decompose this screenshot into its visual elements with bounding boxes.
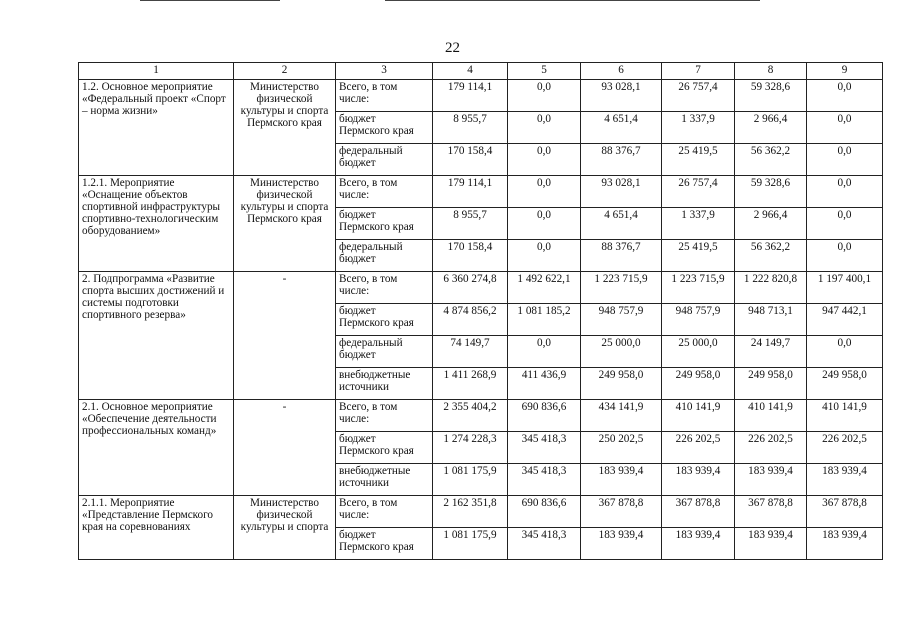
top-rule-right [385, 0, 760, 1]
amount-cell: 0,0 [508, 144, 581, 176]
amount-cell: 0,0 [508, 112, 581, 144]
amount-cell: 367 878,8 [807, 496, 883, 528]
amount-cell: 183 939,4 [662, 464, 735, 496]
amount-cell: 249 958,0 [735, 368, 807, 400]
funding-source-cell: бюджет Пермского края [336, 112, 433, 144]
amount-cell: 1 337,9 [662, 208, 735, 240]
budget-table [78, 62, 883, 560]
amount-cell: 434 141,9 [581, 400, 662, 432]
amount-cell: 1 222 820,8 [735, 272, 807, 304]
column-header: 8 [735, 63, 807, 80]
amount-cell: 0,0 [807, 176, 883, 208]
amount-cell: 25 000,0 [581, 336, 662, 368]
top-rule-left [140, 0, 280, 1]
amount-cell: 250 202,5 [581, 432, 662, 464]
amount-cell: 183 939,4 [735, 528, 807, 560]
activity-name-cell: 2.1. Основное мероприятие «Обеспечение деятельности профессиональных команд» [79, 400, 234, 496]
amount-cell: 249 958,0 [581, 368, 662, 400]
amount-cell: 88 376,7 [581, 144, 662, 176]
amount-cell: 948 713,1 [735, 304, 807, 336]
amount-cell: 74 149,7 [433, 336, 508, 368]
amount-cell: 410 141,9 [662, 400, 735, 432]
funding-source-cell: Всего, в том числе: [336, 80, 433, 112]
amount-cell: 345 418,3 [508, 432, 581, 464]
amount-cell: 0,0 [807, 144, 883, 176]
page-number: 22 [445, 40, 460, 56]
amount-cell: 367 878,8 [735, 496, 807, 528]
amount-cell: 2 355 404,2 [433, 400, 508, 432]
amount-cell: 6 360 274,8 [433, 272, 508, 304]
executor-cell: Министерство физической культуры и спорта Пермского края [234, 80, 336, 176]
amount-cell: 0,0 [508, 80, 581, 112]
amount-cell: 8 955,7 [433, 208, 508, 240]
funding-source-cell: внебюджетные источники [336, 464, 433, 496]
amount-cell: 1 223 715,9 [662, 272, 735, 304]
amount-cell: 0,0 [508, 240, 581, 272]
amount-cell: 0,0 [807, 336, 883, 368]
amount-cell: 183 939,4 [662, 528, 735, 560]
column-header: 3 [336, 63, 433, 80]
amount-cell: 179 114,1 [433, 80, 508, 112]
amount-cell: 0,0 [807, 112, 883, 144]
amount-cell: 26 757,4 [662, 80, 735, 112]
executor-cell: Министерство физической культуры и спорта [234, 496, 336, 560]
amount-cell: 1 081 185,2 [508, 304, 581, 336]
amount-cell: 0,0 [508, 176, 581, 208]
amount-cell: 183 939,4 [581, 528, 662, 560]
funding-source-cell: бюджет Пермского края [336, 528, 433, 560]
amount-cell: 59 328,6 [735, 80, 807, 112]
column-header: 7 [662, 63, 735, 80]
amount-cell: 1 411 268,9 [433, 368, 508, 400]
amount-cell: 26 757,4 [662, 176, 735, 208]
column-header: 5 [508, 63, 581, 80]
amount-cell: 226 202,5 [662, 432, 735, 464]
amount-cell: 59 328,6 [735, 176, 807, 208]
amount-cell: 1 223 715,9 [581, 272, 662, 304]
table-body [79, 80, 883, 560]
amount-cell: 1 081 175,9 [433, 528, 508, 560]
amount-cell: 25 419,5 [662, 144, 735, 176]
amount-cell: 183 939,4 [735, 464, 807, 496]
amount-cell: 948 757,9 [581, 304, 662, 336]
amount-cell: 410 141,9 [807, 400, 883, 432]
executor-cell: - [234, 272, 336, 400]
column-header: 6 [581, 63, 662, 80]
amount-cell: 345 418,3 [508, 464, 581, 496]
amount-cell: 1 492 622,1 [508, 272, 581, 304]
amount-cell: 1 081 175,9 [433, 464, 508, 496]
funding-source-cell: внебюджетные источники [336, 368, 433, 400]
table-row [79, 400, 883, 432]
header-row [79, 63, 883, 80]
amount-cell: 690 836,6 [508, 496, 581, 528]
amount-cell: 947 442,1 [807, 304, 883, 336]
amount-cell: 170 158,4 [433, 144, 508, 176]
column-header: 2 [234, 63, 336, 80]
funding-source-cell: бюджет Пермского края [336, 208, 433, 240]
amount-cell: 0,0 [807, 240, 883, 272]
amount-cell: 1 274 228,3 [433, 432, 508, 464]
amount-cell: 0,0 [508, 208, 581, 240]
amount-cell: 170 158,4 [433, 240, 508, 272]
amount-cell: 93 028,1 [581, 176, 662, 208]
amount-cell: 226 202,5 [735, 432, 807, 464]
amount-cell: 183 939,4 [807, 528, 883, 560]
funding-source-cell: федеральный бюджет [336, 240, 433, 272]
amount-cell: 24 149,7 [735, 336, 807, 368]
amount-cell: 249 958,0 [662, 368, 735, 400]
funding-source-cell: федеральный бюджет [336, 336, 433, 368]
amount-cell: 93 028,1 [581, 80, 662, 112]
activity-name-cell: 1.2. Основное мероприятие «Федеральный проект «Спорт – норма жизни» [79, 80, 234, 176]
amount-cell: 226 202,5 [807, 432, 883, 464]
column-header: 4 [433, 63, 508, 80]
amount-cell: 4 651,4 [581, 208, 662, 240]
amount-cell: 410 141,9 [735, 400, 807, 432]
amount-cell: 183 939,4 [807, 464, 883, 496]
activity-name-cell: 2.1.1. Мероприятие «Представление Пермского края на соревнованиях [79, 496, 234, 560]
amount-cell: 0,0 [807, 208, 883, 240]
amount-cell: 56 362,2 [735, 240, 807, 272]
amount-cell: 56 362,2 [735, 144, 807, 176]
column-header: 9 [807, 63, 883, 80]
amount-cell: 0,0 [807, 80, 883, 112]
amount-cell: 0,0 [508, 336, 581, 368]
amount-cell: 25 419,5 [662, 240, 735, 272]
amount-cell: 4 874 856,2 [433, 304, 508, 336]
amount-cell: 2 162 351,8 [433, 496, 508, 528]
activity-name-cell: 1.2.1. Мероприятие «Оснащение объектов спортивной инфраструктуры спортивно-технологическим оборудованием» [79, 176, 234, 272]
amount-cell: 948 757,9 [662, 304, 735, 336]
amount-cell: 88 376,7 [581, 240, 662, 272]
funding-source-cell: Всего, в том числе: [336, 400, 433, 432]
amount-cell: 367 878,8 [662, 496, 735, 528]
amount-cell: 411 436,9 [508, 368, 581, 400]
funding-source-cell: Всего, в том числе: [336, 272, 433, 304]
table-row [79, 176, 883, 208]
amount-cell: 1 197 400,1 [807, 272, 883, 304]
amount-cell: 690 836,6 [508, 400, 581, 432]
funding-source-cell: Всего, в том числе: [336, 496, 433, 528]
amount-cell: 183 939,4 [581, 464, 662, 496]
amount-cell: 179 114,1 [433, 176, 508, 208]
amount-cell: 1 337,9 [662, 112, 735, 144]
amount-cell: 249 958,0 [807, 368, 883, 400]
amount-cell: 345 418,3 [508, 528, 581, 560]
amount-cell: 4 651,4 [581, 112, 662, 144]
column-header: 1 [79, 63, 234, 80]
funding-source-cell: бюджет Пермского края [336, 432, 433, 464]
executor-cell: Министерство физической культуры и спорта Пермского края [234, 176, 336, 272]
activity-name-cell: 2. Подпрограмма «Развитие спорта высших достижений и системы подготовки спортивного резерва» [79, 272, 234, 400]
funding-source-cell: Всего, в том числе: [336, 176, 433, 208]
table-row [79, 272, 883, 304]
amount-cell: 8 955,7 [433, 112, 508, 144]
table-row [79, 80, 883, 112]
amount-cell: 25 000,0 [662, 336, 735, 368]
funding-source-cell: федеральный бюджет [336, 144, 433, 176]
executor-cell: - [234, 400, 336, 496]
amount-cell: 2 966,4 [735, 208, 807, 240]
funding-source-cell: бюджет Пермского края [336, 304, 433, 336]
amount-cell: 367 878,8 [581, 496, 662, 528]
amount-cell: 2 966,4 [735, 112, 807, 144]
table-row [79, 496, 883, 528]
